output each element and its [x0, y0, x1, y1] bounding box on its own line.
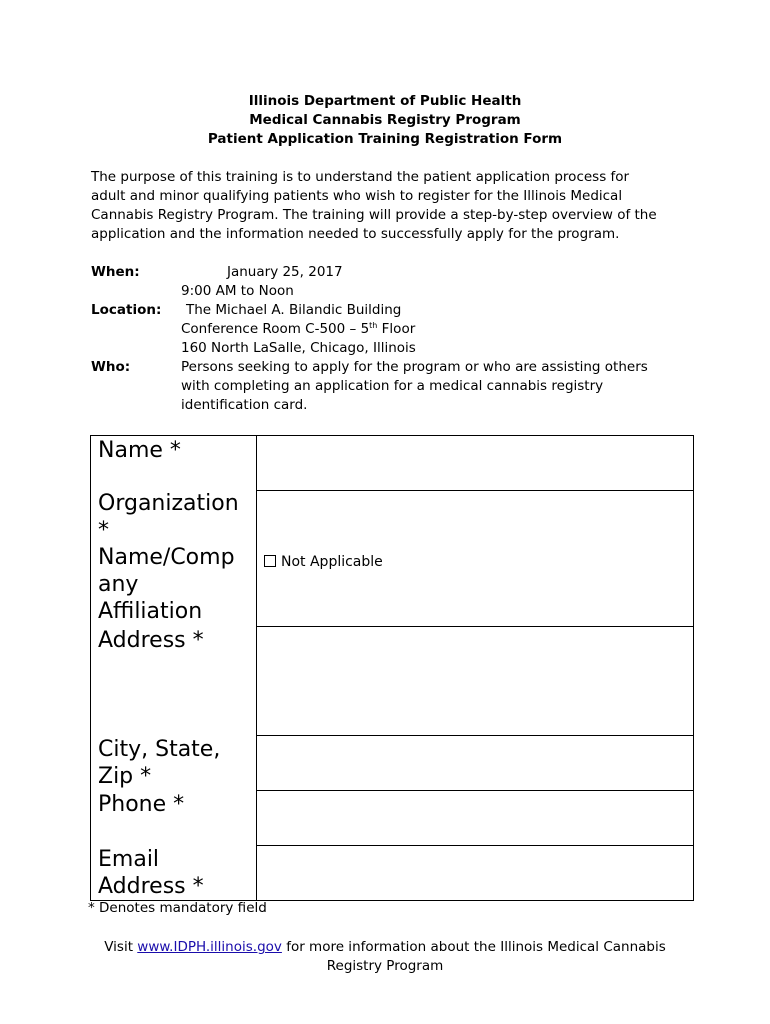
who-label: Who:	[91, 359, 131, 375]
not-applicable-option[interactable]	[264, 554, 383, 570]
city-state-zip-label: City, State, Zip *	[98, 737, 221, 789]
intro-paragraph	[91, 168, 691, 244]
agency-title: Illinois Department of Public Health	[248, 93, 522, 109]
location-address: 160 North LaSalle, Chicago, Illinois	[181, 340, 416, 356]
location-building: The Michael A. Bilandic Building	[186, 302, 402, 318]
name-label: Name *	[98, 438, 181, 463]
email-label: Email Address *	[98, 847, 204, 899]
visit-note: Visit www.IDPH.illinois.gov for more information about the Illinois Medical Cannabis Registry Program	[104, 939, 666, 974]
mandatory-note: * Denotes mandatory field	[88, 900, 267, 916]
idph-link[interactable]: www.IDPH.illinois.gov	[137, 939, 282, 955]
address-label: Address *	[98, 628, 204, 653]
when-time: 9:00 AM to Noon	[181, 283, 294, 299]
when-date: January 25, 2017	[227, 264, 343, 280]
intro-line: application and the information needed to successfully apply for the program.	[91, 226, 620, 242]
who-line: with completing an application for a medical cannabis registry	[181, 378, 604, 394]
name-field[interactable]	[257, 436, 693, 490]
intro-line: Cannabis Registry Program. The training will provide a step-by-step overview of the	[91, 207, 657, 223]
location-room: Conference Room C-500 – 5th Floor	[181, 321, 416, 337]
address-field[interactable]	[257, 627, 693, 735]
registration-table	[90, 435, 694, 901]
intro-line: The purpose of this training is to understand the patient application process for	[91, 169, 630, 185]
program-title: Medical Cannabis Registry Program	[249, 112, 521, 128]
organization-label: Organization * Name/Comp any Affiliation	[98, 491, 239, 624]
city-state-zip-field[interactable]	[257, 736, 693, 790]
who-line: Persons seeking to apply for the program or who are assisting others	[181, 359, 648, 375]
not-applicable-label: Not Applicable	[281, 554, 383, 570]
who-line: identification card.	[181, 397, 308, 413]
when-label: When:	[91, 264, 140, 280]
phone-field[interactable]	[257, 791, 693, 845]
not-applicable-checkbox[interactable]	[264, 555, 276, 567]
email-field[interactable]	[257, 846, 693, 900]
location-label: Location:	[91, 302, 162, 318]
form-title: Patient Application Training Registration Form	[207, 131, 563, 147]
phone-label: Phone *	[98, 792, 185, 817]
intro-line: adult and minor qualifying patients who wish to register for the Illinois Medical	[91, 188, 623, 204]
